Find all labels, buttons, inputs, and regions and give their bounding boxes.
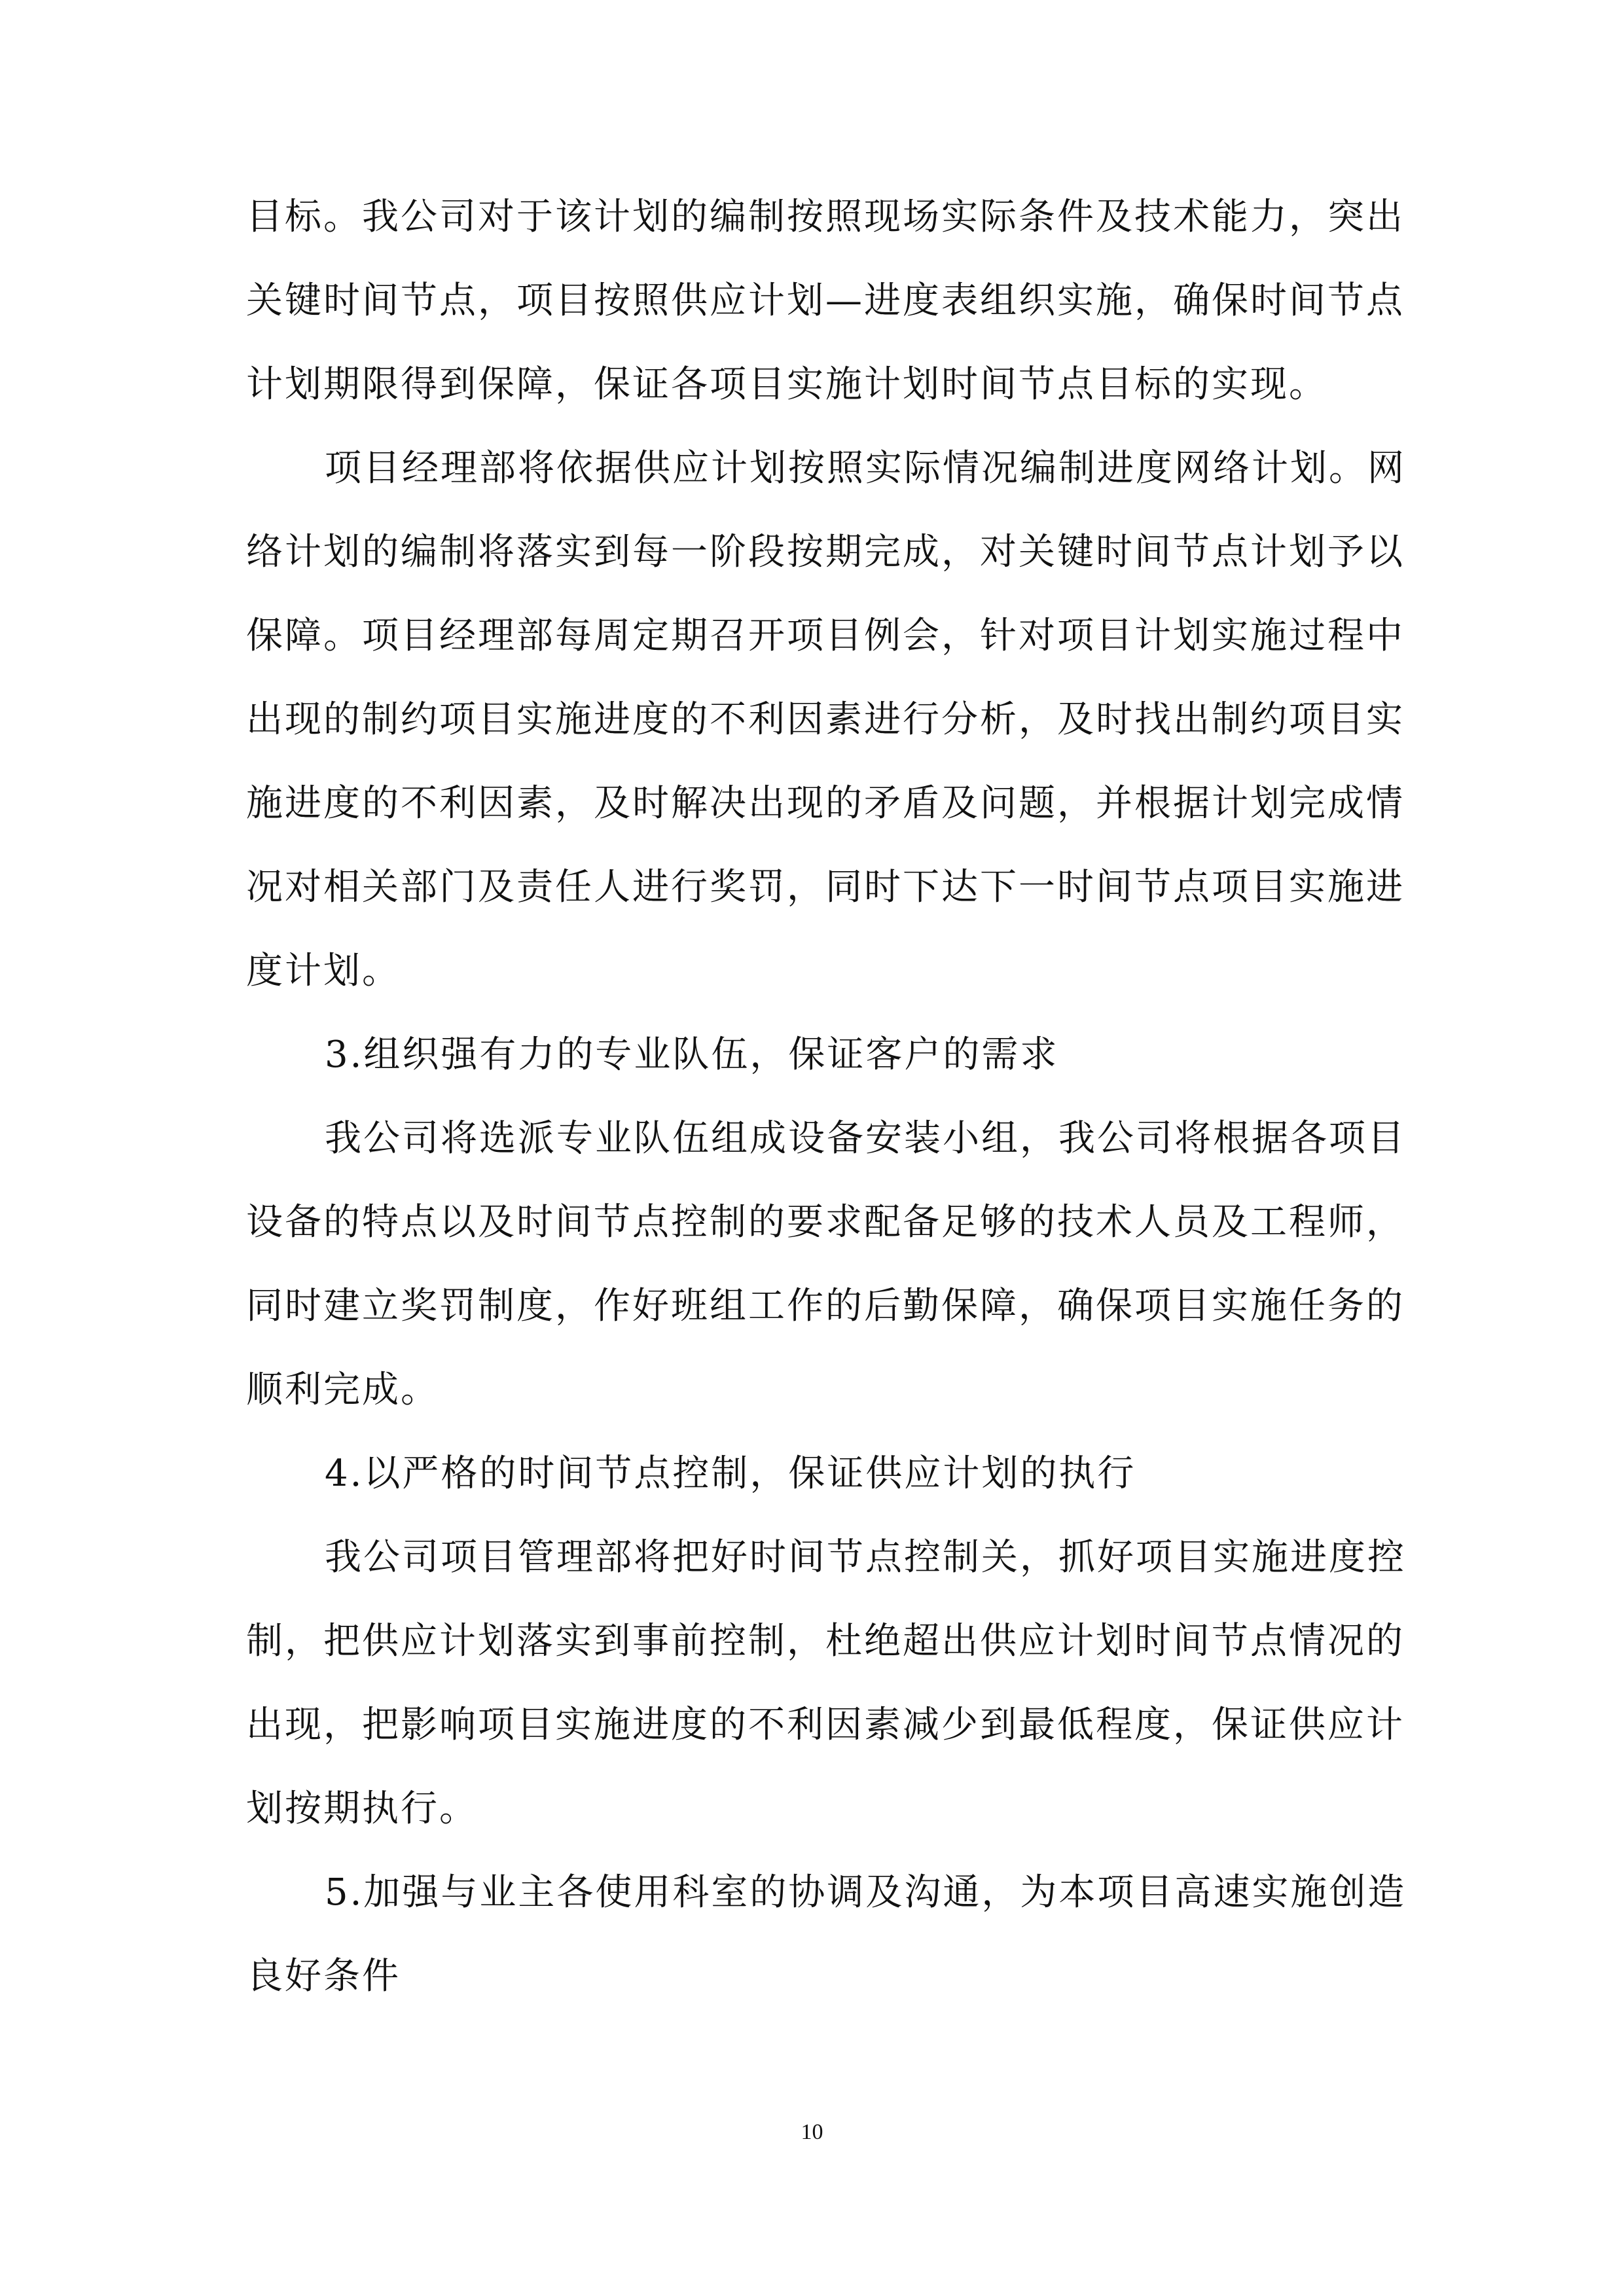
text-line: 施进度的不利因素，及时解决出现的矛盾及问题，并根据计划完成情 <box>246 782 1405 825</box>
text-line: 保障。项目经理部每周定期召开项目例会，针对项目计划实施过程中 <box>246 615 1405 657</box>
text-line: 出现的制约项目实施进度的不利因素进行分析，及时找出制约项目实 <box>246 698 1405 741</box>
paragraph-first-line: 项目经理部将依据供应计划按照实际情况编制进度网络计划。网 <box>325 447 1406 490</box>
text-line: 计划期限得到保障，保证各项目实施计划时间节点目标的实现。 <box>246 363 1327 406</box>
text-line: 况对相关部门及责任人进行奖罚，同时下达下一时间节点项目实施进 <box>246 866 1405 908</box>
text-line: 络计划的编制将落实到每一阶段按期完成，对关键时间节点计划予以 <box>246 531 1405 573</box>
page-number: 10 <box>801 2120 823 2144</box>
paragraph-first-line: 我公司将选派专业队伍组成设备安装小组，我公司将根据各项目 <box>325 1117 1406 1160</box>
text-line: 关键时间节点，项目按照供应计划—进度表组织实施，确保时间节点 <box>246 279 1405 322</box>
section-heading: 4.以严格的时间节点控制，保证供应计划的执行 <box>325 1452 1136 1495</box>
text-line: 制，把供应计划落实到事前控制，杜绝超出供应计划时间节点情况的 <box>246 1620 1405 1662</box>
text-line: 顺利完成。 <box>246 1369 439 1411</box>
text-line: 出现，把影响项目实施进度的不利因素减少到最低程度，保证供应计 <box>246 1704 1405 1746</box>
body-text <box>246 175 1407 2018</box>
text-line: 设备的特点以及时间节点控制的要求配备足够的技术人员及工程师， <box>246 1201 1405 1244</box>
text-line: 同时建立奖罚制度，作好班组工作的后勤保障，确保项目实施任务的 <box>246 1285 1405 1327</box>
section-heading: 3.组织强有力的专业队伍，保证客户的需求 <box>325 1033 1059 1076</box>
section-heading: 5.加强与业主各使用科室的协调及沟通，为本项目高速实施创造 <box>325 1871 1407 1914</box>
text-line: 目标。我公司对于该计划的编制按照现场实际条件及技术能力，突出 <box>246 196 1405 238</box>
text-line: 良好条件 <box>246 1955 401 1998</box>
text-line: 划按期执行。 <box>246 1787 478 1830</box>
paragraph-first-line: 我公司项目管理部将把好时间节点控制关，抓好项目实施进度控 <box>325 1536 1406 1579</box>
text-line: 度计划。 <box>246 950 401 992</box>
